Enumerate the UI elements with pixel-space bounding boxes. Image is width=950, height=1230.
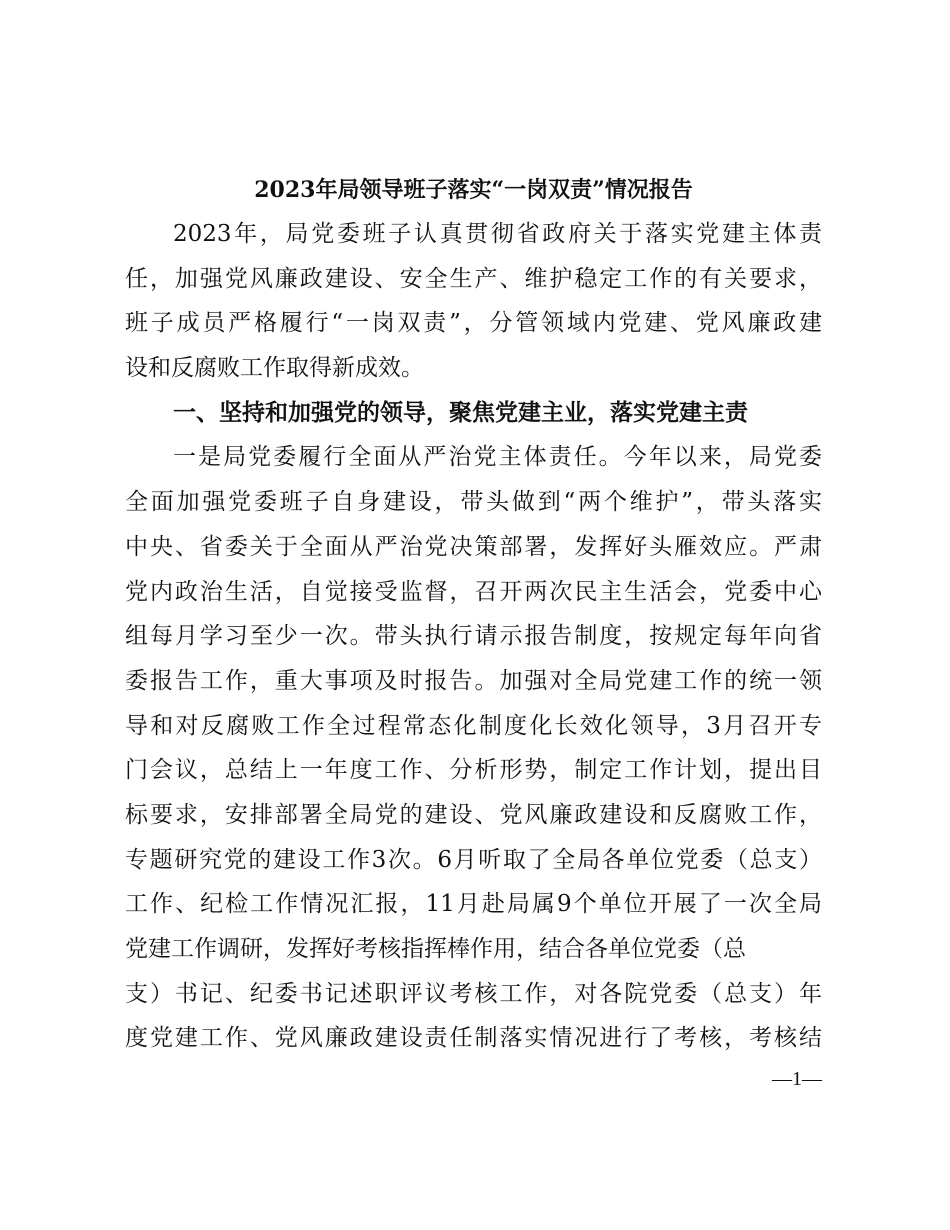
text-line: 支）书记、纪委书记述职评议考核工作，对各院党委（总支）年 (125, 980, 822, 1007)
text-line: 门会议，总结上一年度工作、分析形势，制定工作计划，提出目 (125, 757, 822, 784)
text-line: 一是局党委履行全面从严治党主体责任。今年以来，局党委 (173, 444, 822, 471)
text-line: 2023年，局党委班子认真贯彻省政府关于落实党建主体责 (173, 221, 822, 247)
text-line: 度党建工作、党风廉政建设责任制落实情况进行了考核，考核结 (125, 1025, 822, 1052)
text-line: 设和反腐败工作取得新成效。 (125, 355, 424, 382)
section-heading: 一、坚持和加强党的领导，聚焦党建主业，落实党建主责 (173, 398, 748, 426)
text-line: 任，加强党风廉政建设、安全生产、维护稳定工作的有关要求， (125, 265, 822, 292)
text-line: 工作、纪检工作情况汇报，11月赴局属9个单位开展了一次全局 (125, 891, 822, 918)
text-line: 全面加强党委班子自身建设，带头做到“两个维护”，带头落实 (125, 489, 822, 516)
document-page (125, 168, 822, 1061)
text-line: 导和对反腐败工作全过程常态化制度化长效化领导，3月召开专 (125, 712, 822, 739)
document-title: 2023年局领导班子落实“一岗双责”情况报告 (254, 177, 693, 203)
text-line: 组每月学习至少一次。带头执行请示报告制度，按规定每年向省 (125, 623, 822, 650)
text-line: 标要求，安排部署全局党的建设、党风廉政建设和反腐败工作， (125, 801, 822, 828)
text-line: 委报告工作，重大事项及时报告。加强对全局党建工作的统一领 (125, 667, 822, 694)
text-line: 党建工作调研，发挥好考核指挥棒作用，结合各单位党委（总 (125, 936, 746, 962)
paragraph-intro (125, 212, 822, 391)
paragraph-body (125, 435, 822, 1061)
text-line: 专题研究党的建设工作3次。6月听取了全局各单位党委（总支） (125, 846, 822, 873)
text-line: 班子成员严格履行“一岗双责”，分管领域内党建、党风廉政建 (125, 310, 822, 337)
text-line: 中央、省委关于全面从严治党决策部署，发挥好头雁效应。严肃 (125, 533, 822, 560)
page-number: —1— (772, 1068, 822, 1090)
text-line: 党内政治生活，自觉接受监督，召开两次民主生活会，党委中心 (125, 578, 822, 605)
